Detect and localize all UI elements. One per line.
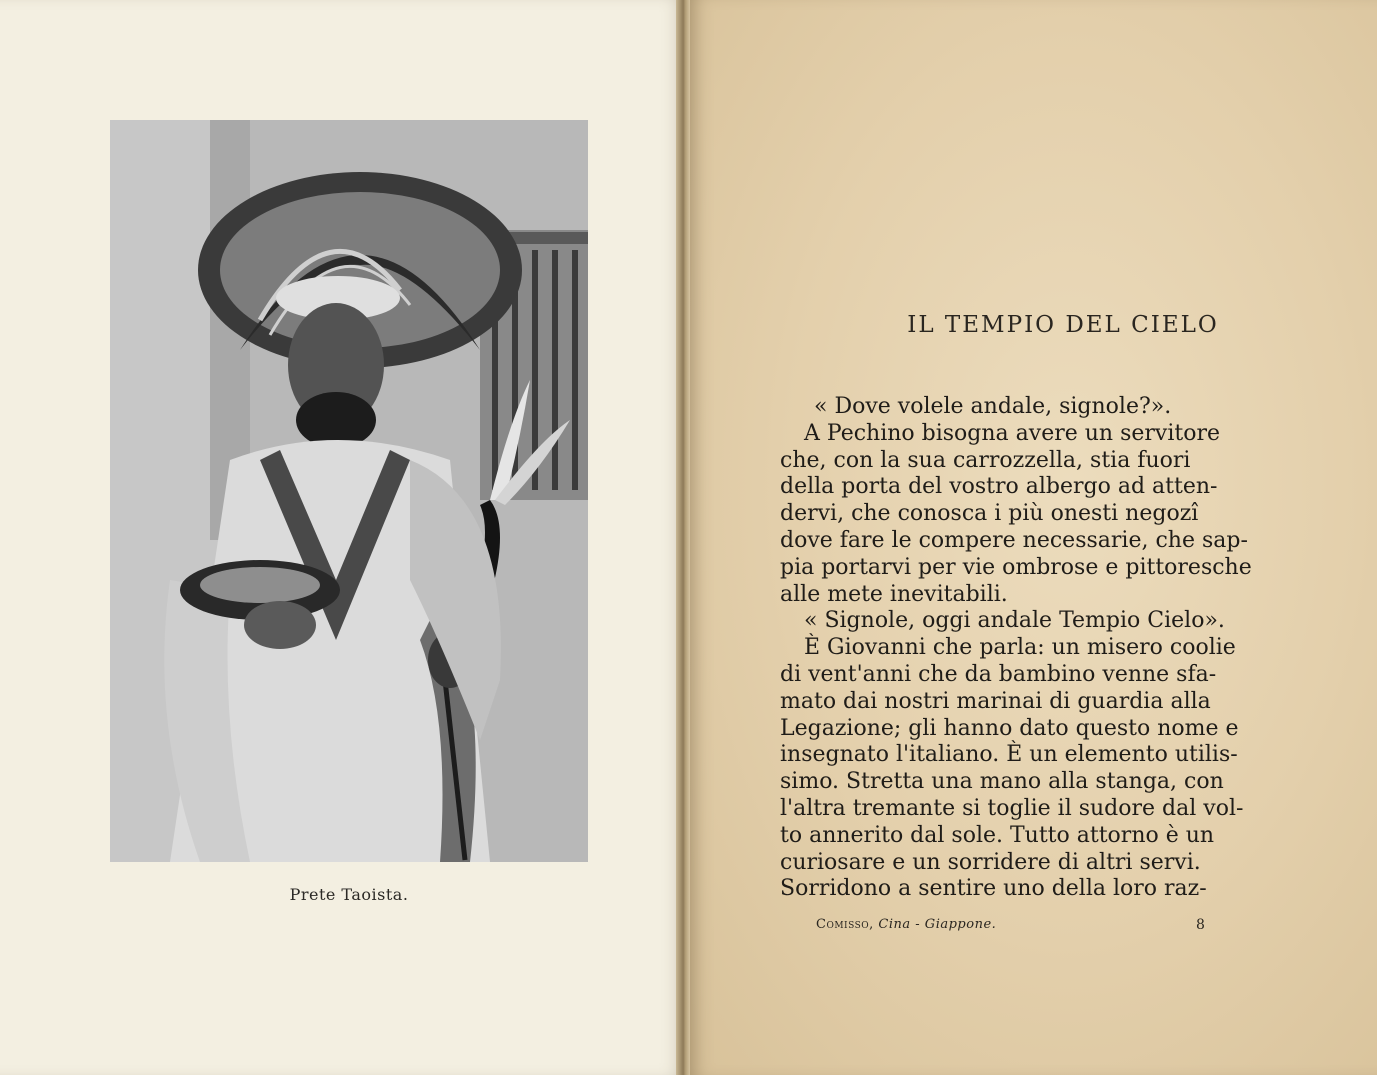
footer-title: Cina - Giappone. bbox=[878, 917, 997, 932]
text-line-content: Sorridono a sentire uno della loro raz- bbox=[780, 876, 1207, 902]
text-line bbox=[780, 769, 1247, 796]
text-line bbox=[780, 554, 1252, 582]
text-line-content: Legazione; gli hanno dato questo nome e bbox=[780, 715, 1239, 741]
footer-author: Comisso, bbox=[816, 917, 874, 932]
text-line bbox=[780, 474, 1247, 501]
text-line bbox=[780, 608, 1247, 635]
left-page bbox=[0, 0, 683, 1075]
text-line bbox=[780, 394, 1247, 421]
text-line-content: insegnato l'italiano. È un elemento utilis- bbox=[780, 742, 1238, 768]
photo-caption: Prete Taoista. bbox=[289, 885, 409, 904]
photo-taoist-priest bbox=[110, 120, 588, 862]
text-line bbox=[780, 876, 1247, 903]
text-line bbox=[780, 421, 1247, 448]
text-line-content: to annerito dal sole. Tutto attorno è un bbox=[780, 822, 1215, 848]
text-line-content: l'altra tremante si toglie il sudore dal vol- bbox=[780, 795, 1244, 821]
text-line-content: di vent'anni che da bambino venne sfa- bbox=[780, 661, 1217, 687]
text-line bbox=[780, 662, 1247, 689]
text-line-content: alle mete inevitabili. bbox=[780, 581, 1008, 607]
text-line bbox=[780, 582, 1247, 609]
text-line-content: simo. Stretta una mano alla stanga, con bbox=[780, 769, 1224, 795]
text-line bbox=[780, 716, 1247, 743]
text-line-content: « Dove volele andale, signole?». bbox=[814, 394, 1172, 419]
text-line-content: È Giovanni che parla: un misero coolie bbox=[804, 635, 1236, 661]
text-line bbox=[780, 689, 1247, 716]
text-line-content: che, con la sua carrozzella, stia fuori bbox=[780, 447, 1191, 473]
chapter-title: IL TEMPIO DEL CIELO bbox=[907, 312, 1219, 338]
running-footer bbox=[816, 917, 996, 932]
text-line bbox=[780, 742, 1247, 769]
text-line-content: dove fare le compere necessarie, che sap- bbox=[780, 527, 1248, 553]
text-line bbox=[780, 850, 1247, 877]
text-line bbox=[780, 796, 1247, 823]
text-line bbox=[780, 528, 1247, 555]
text-line bbox=[780, 501, 1247, 528]
text-line-content: della porta del vostro albergo ad atten- bbox=[780, 474, 1218, 500]
text-line bbox=[780, 448, 1247, 475]
right-page bbox=[690, 0, 1377, 1075]
text-line bbox=[780, 823, 1247, 850]
text-line bbox=[780, 635, 1247, 662]
page-number: 8 bbox=[1196, 917, 1205, 933]
text-line-content: curiosare e un sorridere di altri servi. bbox=[780, 849, 1201, 875]
text-line-content: pia portarvi per vie ombrose e pittoresche bbox=[780, 554, 1252, 580]
text-line-content: dervi, che conosca i più onesti negozî bbox=[780, 501, 1199, 527]
photo-illustration bbox=[110, 120, 588, 862]
body-text bbox=[780, 394, 1252, 903]
text-line-content: mato dai nostri marinai di guardia alla bbox=[780, 688, 1211, 714]
text-line-content: « Signole, oggi andale Tempio Cielo». bbox=[804, 608, 1225, 634]
text-line-content: A Pechino bisogna avere un servitore bbox=[804, 420, 1221, 446]
